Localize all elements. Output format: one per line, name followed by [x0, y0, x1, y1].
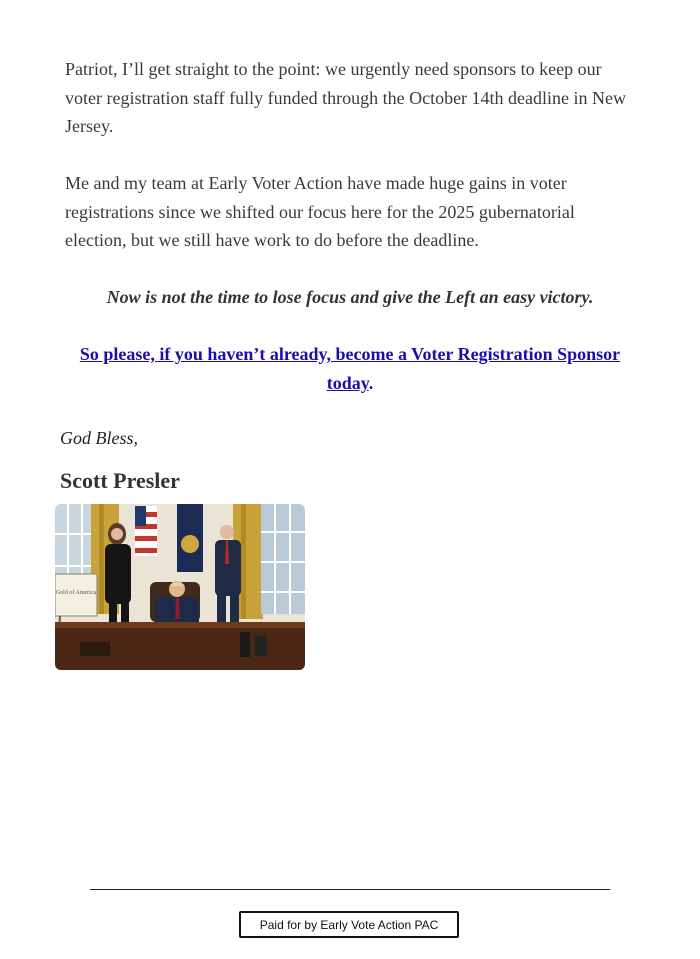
- footer-divider: [90, 889, 610, 890]
- cta-period: .: [368, 373, 374, 393]
- signoff: God Bless,: [60, 428, 138, 448]
- easel-sign-text: Gold of America: [55, 590, 97, 596]
- team-paragraph: Me and my team at Early Voter Action have made huge gains in voter registrations since we shifted our focus here for the 2025 gubernatorial election, but we still have work to do before the deadline.: [65, 173, 575, 250]
- sponsor-link[interactable]: So please, if you haven’t already, become a Voter Registration Sponsor today: [79, 344, 621, 393]
- paid-for-disclaimer: Paid for by Early Vote Action PAC: [239, 911, 459, 938]
- cta-paragraph: [65, 340, 635, 398]
- emphasis-text: Now is not the time to lose focus and give the Left an easy victory.: [106, 287, 594, 307]
- signer-name: Scott Presler: [60, 468, 180, 493]
- intro-paragraph: Patriot, I’ll get straight to the point: we urgently need sponsors to keep our voter registration staff fully funded through the October 14th deadline in New Jersey.: [65, 59, 627, 136]
- oval-office-photo: [55, 504, 305, 670]
